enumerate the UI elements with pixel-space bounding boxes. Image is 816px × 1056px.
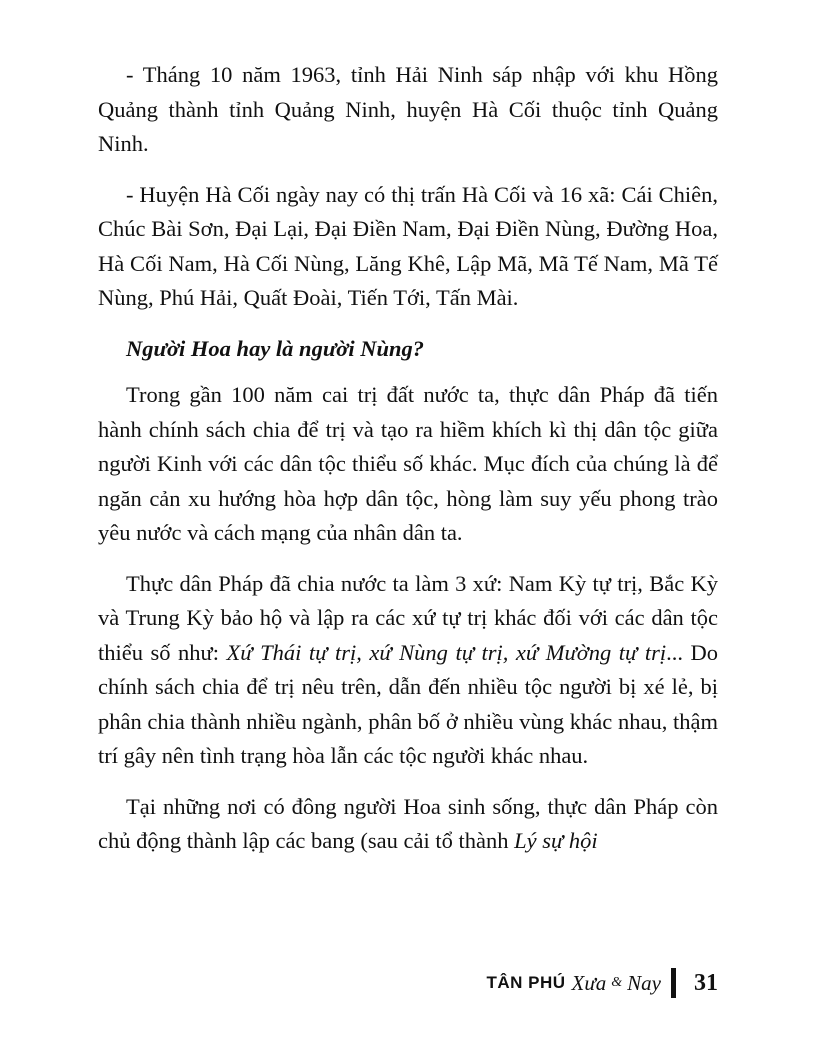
- paragraph-ha-coi-communes: [98, 178, 718, 316]
- book-title-nay: Nay: [627, 970, 661, 995]
- page-body: [98, 58, 718, 875]
- book-title-ampersand: &: [611, 975, 623, 990]
- footer-divider: [671, 968, 676, 998]
- section-heading: Người Hoa hay là người Nùng?: [126, 335, 425, 361]
- book-title-main: TÂN PHÚ: [486, 973, 566, 992]
- paragraph-italic-text: Xứ Thái tự trị, xứ Nùng tự trị, xứ Mường tự trị: [226, 639, 667, 665]
- paragraph-text: Thực dân Pháp đã chia nước ta làm 3 xứ: Nam Kỳ tự trị, Bắc Kỳ và Trung Kỳ bảo hộ và lập ra các xứ tự trị khác đối với các dân tộc thiểu số như:: [98, 570, 718, 665]
- page-number: 31: [694, 969, 718, 996]
- paragraph-text: - Huyện Hà Cối ngày nay có thị trấn Hà Cối và 16 xã: Cái Chiên, Chúc Bài Sơn, Đại Lại, Đại Điền Nam, Đại Điền Nùng, Đường Hoa, Hà Cối Nam, Hà Cối Nùng, Lăng Khê, Lập Mã, Mã Tế Nam, Mã Tế Nùng, Phú Hải, Quất Đoài, Tiến Tới, Tấn Mài.: [98, 181, 718, 310]
- paragraph-ha-coi-merge: [98, 58, 718, 162]
- paragraph-text: Tại những nơi có đông người Hoa sinh sống, thực dân Pháp còn chủ động thành lập các bang (sau cải tổ thành: [98, 793, 718, 853]
- book-title-xua: Xưa: [571, 970, 607, 995]
- paragraph-three-regions: [98, 567, 718, 774]
- paragraph-chinese-community: [98, 790, 718, 859]
- paragraph-text: Trong gần 100 năm cai trị đất nước ta, thực dân Pháp đã tiến hành chính sách chia để trị và tạo ra hiềm khích kì thị dân tộc giữa người Kinh với các dân tộc thiểu số khác. Mục đích của chúng là để ngăn cản xu hướng hòa hợp dân tộc, hòng làm suy yếu phong trào yêu nước và cách mạng của nhân dân ta.: [98, 382, 718, 545]
- paragraph-text: - Tháng 10 năm 1963, tỉnh Hải Ninh sáp nhập với khu Hồng Quảng thành tỉnh Quảng Ninh, huyện Hà Cối thuộc tỉnh Quảng Ninh.: [98, 62, 718, 156]
- paragraph-italic-text: Lý sự hội: [514, 828, 598, 853]
- paragraph-french-rule: [98, 378, 718, 551]
- paragraph-text: ... Do chính sách chia để trị nêu trên, dẫn đến nhiều tộc người bị xé lẻ, bị phân chia thành nhiều ngành, phân bố ở nhiều vùng khác nhau, thậm trí gây nên tình trạng hòa lẫn các tộc người khác nhau.: [98, 639, 719, 768]
- page-footer: [428, 963, 718, 1003]
